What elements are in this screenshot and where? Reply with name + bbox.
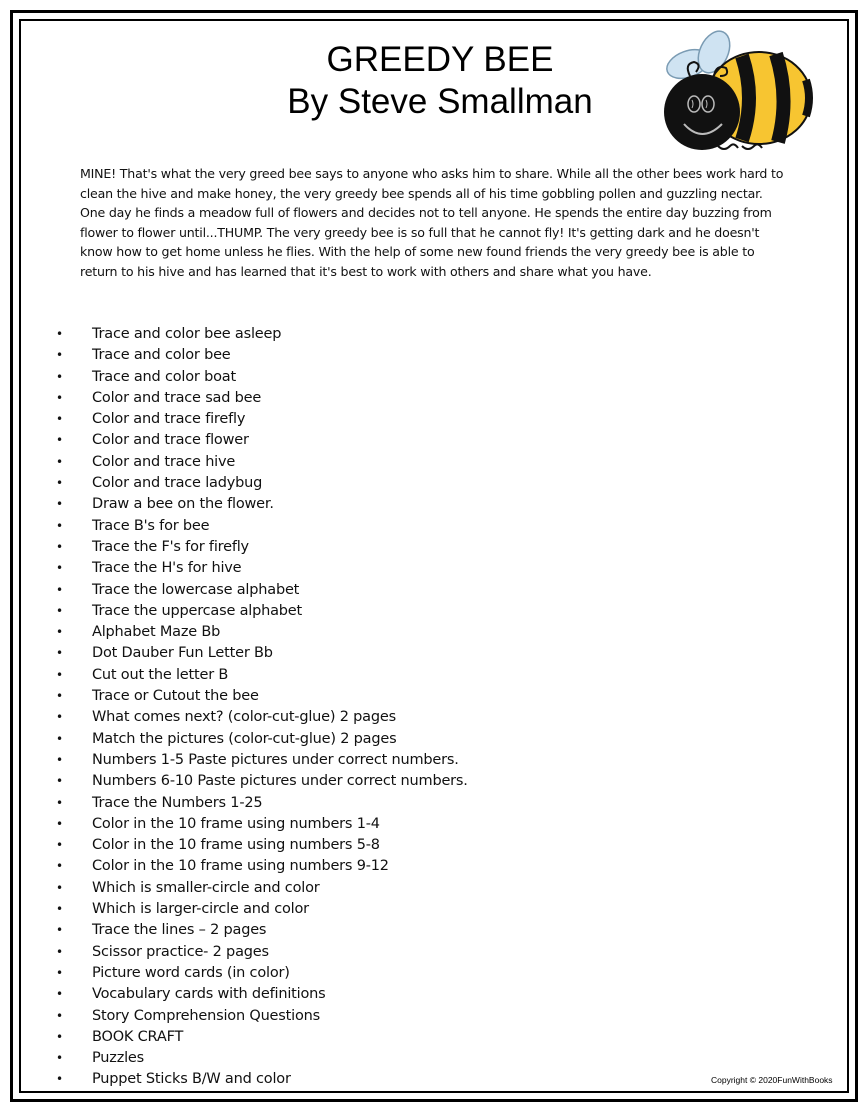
- list-item: [0, 643, 468, 664]
- list-item: [0, 622, 468, 643]
- list-item: [0, 729, 468, 750]
- list-item: [0, 856, 468, 877]
- list-item-label: Cut out the letter B: [92, 666, 229, 683]
- book-summary: MINE! That's what the very greed bee says to anyone who asks him to share. While all the other bees work hard to clean the hive and make honey, the very greedy bee spends all of his time gobbling pollen and guzzling nectar. One day he finds a meadow full of flowers and decides not to tell anyone. He spends the entire day buzzing from flower to flower until...THUMP. The very greedy bee is so full that he cannot fly! It's getting dark and he doesn't know how to get home unless he flies. With the help of some new found friends the very greedy bee is able to return to his hive and has learned that it's best to work with others and share what you have.: [80, 166, 784, 279]
- copyright-notice: Copyright © 2020FunWithBooks: [711, 1075, 833, 1085]
- list-item-label: Trace B's for bee: [92, 517, 210, 534]
- bullet-icon: •: [56, 476, 63, 491]
- bullet-icon: •: [56, 390, 63, 405]
- list-item: [0, 707, 468, 728]
- list-item-label: Trace the uppercase alphabet: [92, 602, 302, 619]
- list-item: [0, 878, 468, 899]
- bullet-icon: •: [56, 327, 63, 341]
- list-item-label: Story Comprehension Questions: [92, 1007, 320, 1024]
- list-item: [0, 452, 468, 473]
- list-item: [0, 537, 468, 558]
- list-item: [0, 835, 468, 856]
- bullet-icon: •: [56, 987, 63, 1002]
- bullet-icon: •: [56, 454, 63, 469]
- list-item: [0, 601, 468, 622]
- bullet-icon: •: [56, 859, 63, 874]
- bullet-icon: •: [56, 774, 63, 789]
- list-item: [0, 580, 468, 601]
- bee-icon: [644, 28, 814, 154]
- list-item: [0, 324, 468, 345]
- list-item: [0, 558, 468, 579]
- list-item-label: Trace the lowercase alphabet: [92, 581, 300, 598]
- list-item: [0, 771, 468, 792]
- list-item-label: Which is larger-circle and color: [92, 901, 309, 918]
- list-item-label: Match the pictures (color-cut-glue) 2 pages: [92, 730, 397, 747]
- bullet-icon: •: [56, 582, 63, 597]
- list-item: [0, 473, 468, 494]
- list-item: [0, 1048, 468, 1069]
- list-item-label: Numbers 6-10 Paste pictures under correct numbers.: [92, 773, 468, 790]
- bullet-icon: •: [56, 1029, 63, 1044]
- list-item: [0, 494, 468, 515]
- list-item: [0, 920, 468, 941]
- list-item-label: What comes next? (color-cut-glue) 2 pages: [92, 709, 396, 726]
- list-item-label: Color and trace hive: [92, 453, 236, 470]
- bullet-icon: •: [56, 433, 63, 448]
- bullet-icon: •: [56, 561, 63, 576]
- list-item: [0, 388, 468, 409]
- list-item-label: Color and trace sad bee: [92, 389, 262, 406]
- bullet-icon: •: [56, 710, 63, 725]
- list-item: [0, 686, 468, 707]
- bullet-icon: •: [56, 944, 63, 959]
- page-title: GREEDY BEE: [326, 40, 554, 79]
- bullet-icon: •: [56, 731, 63, 746]
- bullet-icon: •: [56, 625, 63, 640]
- list-item-label: Trace or Cutout the bee: [92, 688, 259, 705]
- bullet-icon: •: [56, 795, 63, 810]
- bullet-icon: •: [56, 1008, 63, 1023]
- bullet-icon: •: [56, 902, 63, 917]
- list-item: [0, 899, 468, 920]
- list-item-label: Trace and color boat: [92, 368, 236, 385]
- list-item: [0, 1069, 468, 1090]
- list-item-label: Color in the 10 frame using numbers 5-8: [92, 837, 380, 854]
- list-item: [0, 665, 468, 686]
- list-item-label: Trace and color bee: [92, 347, 231, 364]
- list-item-label: Color in the 10 frame using numbers 9-12: [92, 858, 389, 875]
- list-item: [0, 430, 468, 451]
- list-item: [0, 367, 468, 388]
- bullet-icon: •: [56, 497, 63, 512]
- list-item-label: Trace the F's for firefly: [92, 538, 249, 555]
- bullet-icon: •: [56, 646, 63, 661]
- list-item: [0, 516, 468, 537]
- list-item: [0, 1027, 468, 1048]
- bullet-icon: •: [56, 816, 63, 831]
- list-item-label: Color in the 10 frame using numbers 1-4: [92, 815, 380, 832]
- list-item-label: Trace the Numbers 1-25: [92, 794, 263, 811]
- bullet-icon: •: [56, 752, 63, 767]
- list-item-label: Picture word cards (in color): [92, 964, 290, 981]
- bullet-icon: •: [56, 539, 63, 554]
- list-item-label: Scissor practice- 2 pages: [92, 943, 269, 960]
- list-item: [0, 345, 468, 366]
- list-item: [0, 750, 468, 771]
- list-item-label: Color and trace firefly: [92, 411, 246, 428]
- list-item: [0, 409, 468, 430]
- list-item-label: Dot Dauber Fun Letter Bb: [92, 645, 273, 662]
- list-item: [0, 963, 468, 984]
- bullet-icon: •: [56, 369, 63, 384]
- activity-list: [0, 324, 468, 1091]
- list-item: [0, 1006, 468, 1027]
- list-item-label: Color and trace flower: [92, 432, 249, 449]
- list-item: [0, 793, 468, 814]
- bullet-icon: •: [56, 667, 63, 682]
- list-item-label: BOOK CRAFT: [92, 1028, 184, 1045]
- list-item-label: Trace the H's for hive: [92, 560, 242, 577]
- bullet-icon: •: [56, 965, 63, 980]
- bullet-icon: •: [56, 348, 63, 363]
- list-item: [0, 984, 468, 1005]
- bullet-icon: •: [56, 838, 63, 853]
- list-item-label: Which is smaller-circle and color: [92, 879, 320, 896]
- list-item-label: Trace the lines – 2 pages: [92, 922, 267, 939]
- bullet-icon: •: [56, 1072, 63, 1087]
- list-item-label: Draw a bee on the flower.: [92, 496, 274, 513]
- bullet-icon: •: [56, 518, 63, 533]
- author-line: By Steve Smallman: [287, 82, 593, 121]
- list-item-label: Color and trace ladybug: [92, 475, 263, 492]
- bullet-icon: •: [56, 1051, 63, 1066]
- list-item-label: Vocabulary cards with definitions: [92, 986, 326, 1003]
- bullet-icon: •: [56, 412, 63, 427]
- list-item-label: Puppet Sticks B/W and color: [92, 1071, 291, 1088]
- list-item: [0, 814, 468, 835]
- list-item-label: Numbers 1-5 Paste pictures under correct numbers.: [92, 751, 459, 768]
- list-item-label: Trace and color bee asleep: [92, 326, 282, 342]
- bullet-icon: •: [56, 603, 63, 618]
- list-item-label: Puzzles: [92, 1050, 145, 1067]
- list-item-label: Alphabet Maze Bb: [92, 624, 221, 641]
- bullet-icon: •: [56, 880, 63, 895]
- bullet-icon: •: [56, 689, 63, 704]
- bullet-icon: •: [56, 923, 63, 938]
- list-item: [0, 942, 468, 963]
